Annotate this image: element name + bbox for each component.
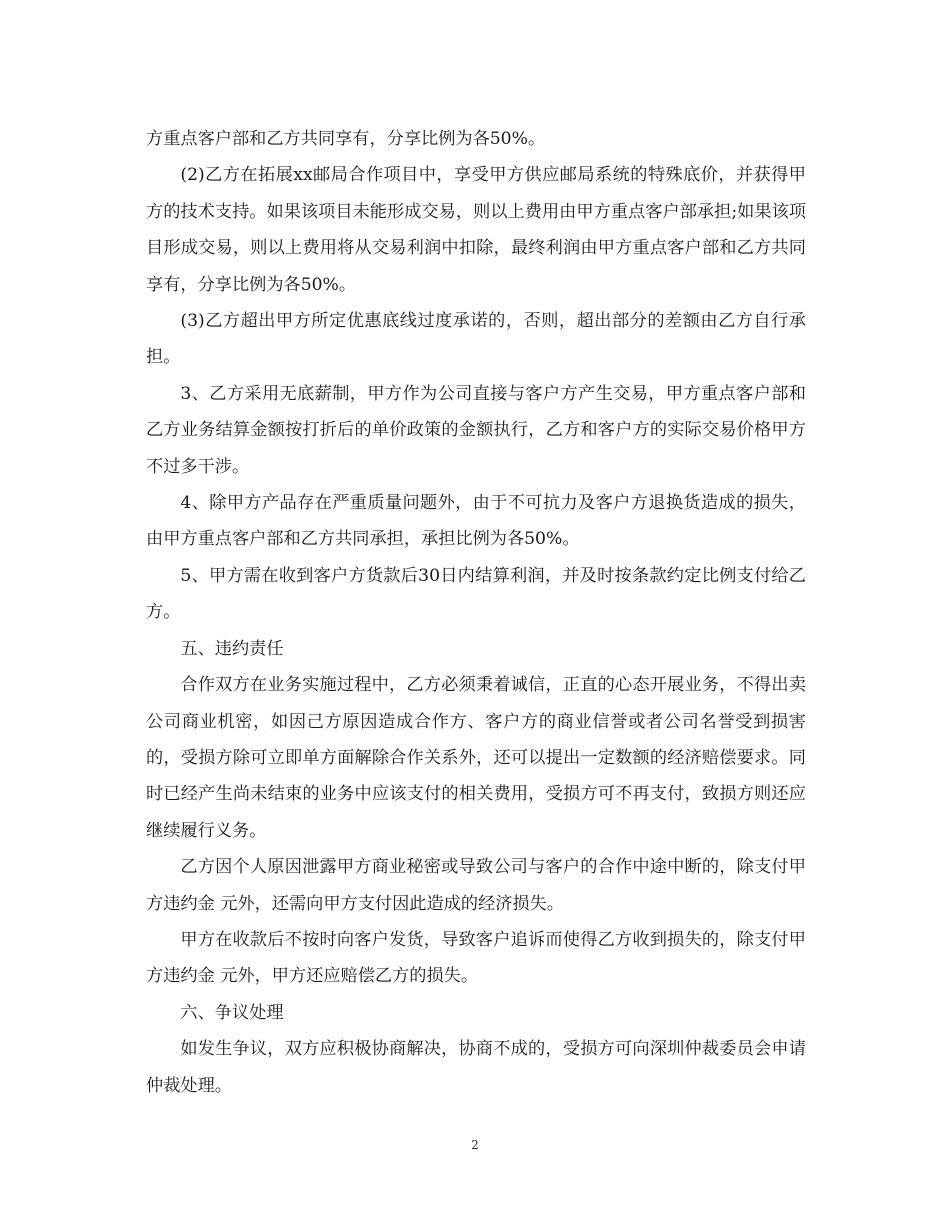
paragraph-clause-5: 5、甲方需在收到客户方货款后30日内结算利润，并及时按条款约定比例支付给乙方。 (146, 565, 806, 623)
paragraph-breach-party-b: 乙方因个人原因泄露甲方商业秘密或导致公司与客户的合作中途中断的，除支付甲方违约金 元外，还需向甲方支付因此造成的经济损失。 (146, 857, 806, 914)
paragraph-clause-2-2: (2)乙方在拓展xx邮局合作项目中，享受甲方供应邮局系统的特殊底价，并获得甲方的技术支持。如果该项目未能形成交易，则以上费用由甲方重点客户部承担;如果该项目形成交易，则以上费用将从交易利润中扣除，最终利润由甲方重点客户部和乙方共同享有，分享比例为各50%。 (146, 165, 806, 295)
paragraph-clause-4: 4、除甲方产品存在严重质量问题外，由于不可抗力及客户方退换货造成的损失，由甲方重点客户部和乙方共同承担，承担比例为各50%。 (146, 493, 806, 550)
paragraph-clause-2-3: (3)乙方超出甲方所定优惠底线过度承诺的，否则，超出部分的差额由乙方自行承担。 (146, 311, 806, 368)
paragraph-breach-general: 合作双方在业务实施过程中，乙方必须秉着诚信，正直的心态开展业务，不得出卖公司商业机密，如因己方原因造成合作方、客户方的商业信誉或者公司名誉受到损害的，受损方除可立即单方面解除合作关系外，还可以提出一定数额的经济赔偿要求。同时已经产生尚未结束的业务中应该支付的相关费用，受损方可不再支付，致损方则还应继续履行义务。 (146, 675, 806, 841)
paragraph-dispute: 如发生争议，双方应积极协商解决，协商不成的，受损方可向深圳仲裁委员会申请仲裁处理。 (146, 1039, 806, 1096)
paragraph-clause-3: 3、乙方采用无底薪制，甲方作为公司直接与客户方产生交易，甲方重点客户部和乙方业务结算金额按打折后的单价政策的金额执行，乙方和客户方的实际交易价格甲方不过多干涉。 (146, 383, 806, 477)
section-heading-breach-liability: 五、违约责任 (180, 638, 284, 659)
paragraph-profit-share-continued: 方重点客户部和乙方共同享有，分享比例为各50%。 (146, 129, 546, 149)
paragraph-breach-party-a: 甲方在收款后不按时向客户发货，导致客户追诉而使得乙方收到损失的，除支付甲方违约金 元外，甲方还应赔偿乙方的损失。 (146, 929, 806, 987)
page-number: 2 (471, 1138, 479, 1152)
document-body (146, 121, 806, 1104)
section-heading-dispute-resolution: 六、争议处理 (180, 1002, 284, 1023)
